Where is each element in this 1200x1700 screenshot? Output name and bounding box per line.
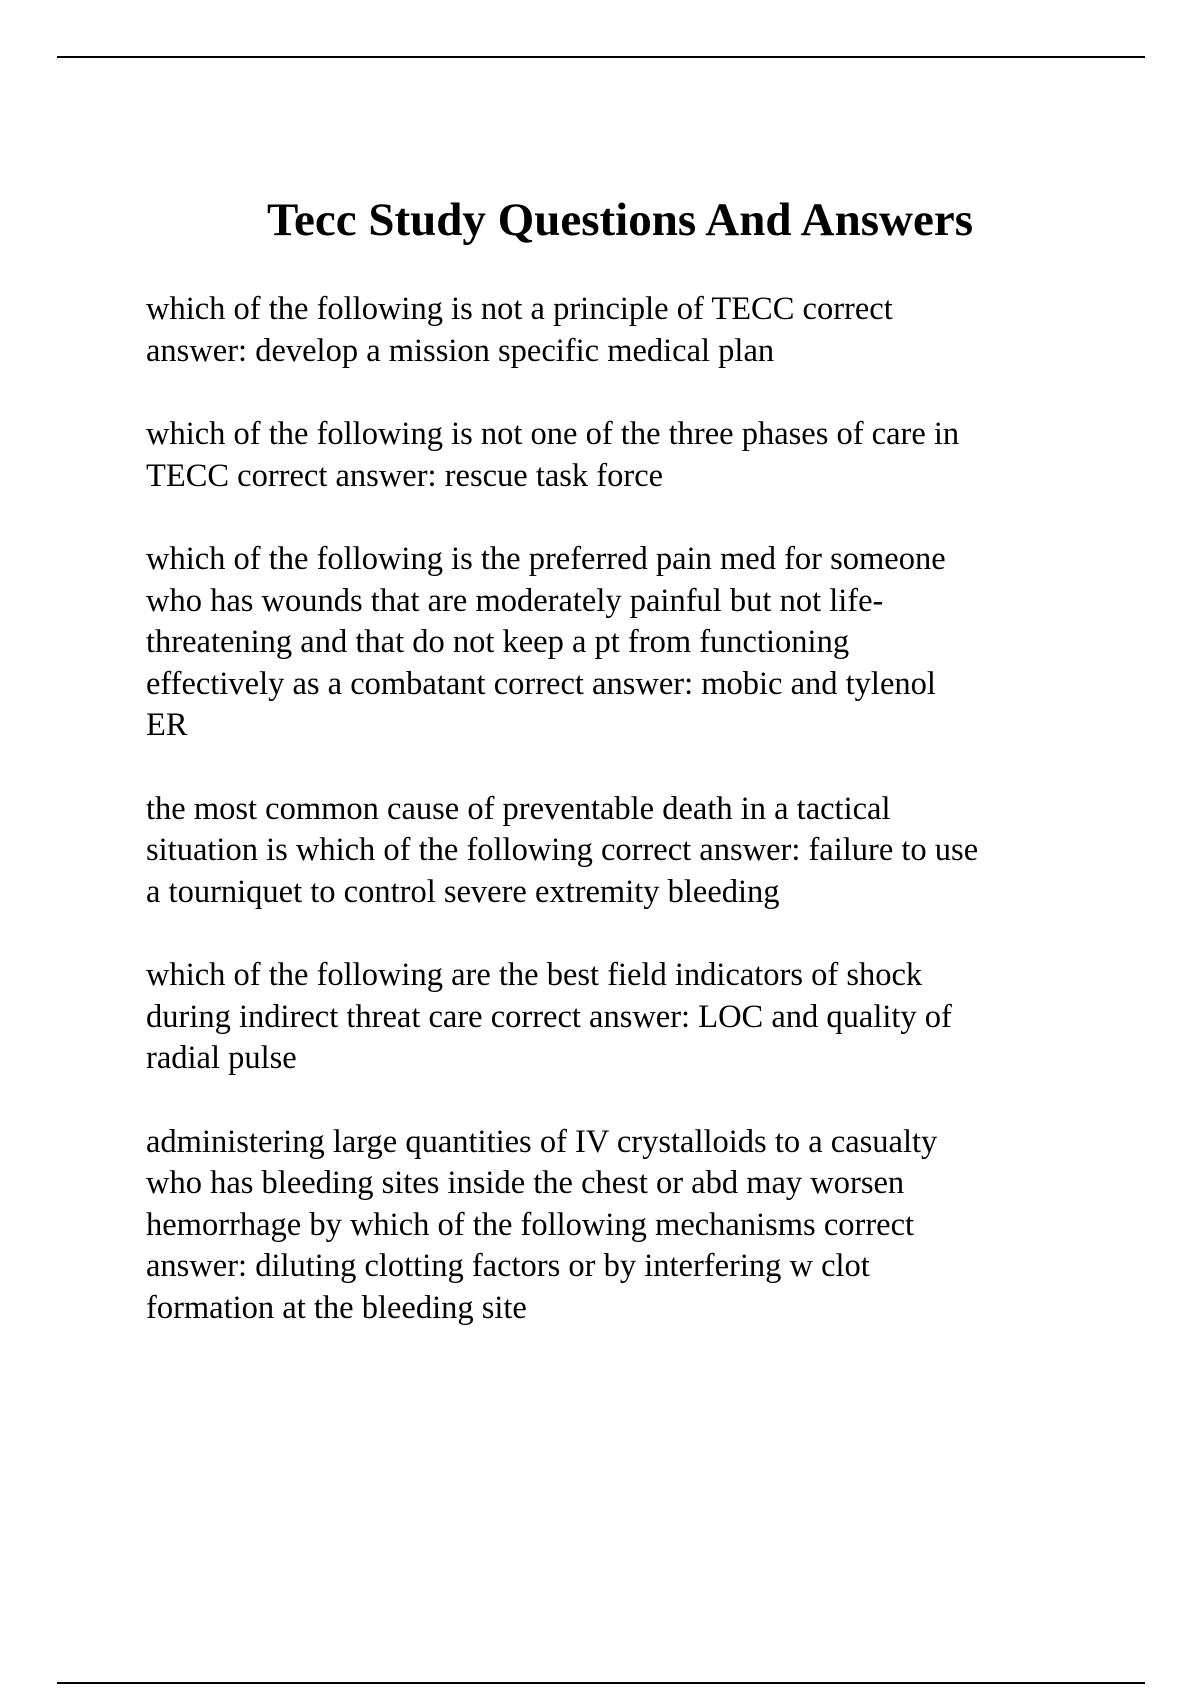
- qa-line: which of the following is not a principle of TECC correct: [146, 291, 893, 327]
- qa-line: which of the following are the best field indicators of shock: [146, 957, 923, 993]
- qa-line: the most common cause of preventable death in a tactical: [146, 790, 891, 827]
- qa-line: radial pulse: [146, 1040, 297, 1076]
- qa-line: effectively as a combatant correct answer: mobic and tylenol: [146, 665, 936, 702]
- qa-line: ER: [146, 707, 188, 743]
- qa-line: which of the following is the preferred pain med for someone: [146, 541, 946, 577]
- qa-item: [146, 1122, 1106, 1330]
- qa-line: TECC correct answer: rescue task force: [146, 457, 664, 494]
- qa-list: [146, 289, 1106, 1371]
- qa-item: [146, 539, 1106, 747]
- qa-line: formation at the bleeding site: [146, 1289, 527, 1326]
- qa-item: [146, 414, 1106, 497]
- qa-line: answer: develop a mission specific medical plan: [146, 332, 775, 369]
- qa-line: answer: diluting clotting factors or by interfering w clot: [146, 1248, 870, 1284]
- qa-line: who has bleeding sites inside the chest or abd may worsen: [146, 1165, 905, 1201]
- bottom-divider: [57, 1682, 1145, 1684]
- qa-line: a tourniquet to control severe extremity bleeding: [146, 873, 780, 910]
- page-title: Tecc Study Questions And Answers: [266, 194, 974, 246]
- qa-line: threatening and that do not keep a pt from functioning: [146, 624, 850, 660]
- qa-line: hemorrhage by which of the following mechanisms correct: [146, 1206, 915, 1243]
- qa-line: situation is which of the following correct answer: failure to use: [146, 832, 979, 868]
- qa-line: administering large quantities of IV crystalloids to a casualty: [146, 1123, 938, 1160]
- qa-item: [146, 789, 1106, 914]
- qa-line: who has wounds that are moderately painful but not life-: [146, 582, 884, 619]
- qa-item: [146, 289, 1106, 372]
- qa-line: which of the following is not one of the three phases of care in: [146, 416, 960, 452]
- top-divider: [57, 56, 1145, 58]
- qa-item: [146, 955, 1106, 1080]
- qa-line: during indirect threat care correct answer: LOC and quality of: [146, 998, 952, 1035]
